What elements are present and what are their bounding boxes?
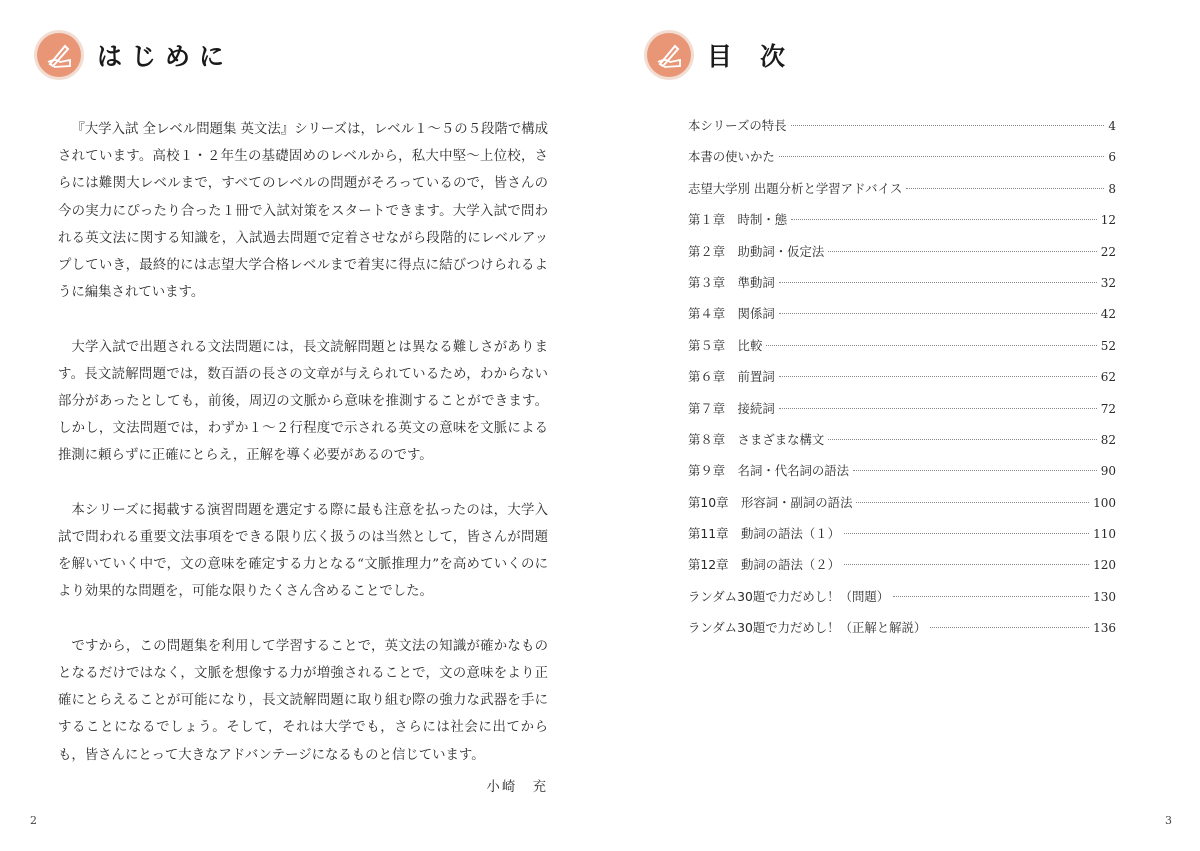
page-number: 2 bbox=[30, 814, 37, 827]
leader-dots bbox=[853, 470, 1097, 471]
leader-dots bbox=[779, 156, 1105, 157]
leader-dots bbox=[766, 345, 1096, 346]
leader-dots bbox=[779, 376, 1097, 377]
toc-entry-title: 本書の使いかた bbox=[688, 149, 775, 165]
toc-entry-title: 本シリーズの特長 bbox=[688, 118, 787, 133]
leader-dots bbox=[844, 533, 1089, 534]
toc-entry[interactable] bbox=[688, 242, 1116, 273]
toc-entry[interactable] bbox=[688, 430, 1116, 461]
toc-entry-page: 136 bbox=[1093, 621, 1116, 636]
leader-dots bbox=[856, 502, 1089, 503]
toc-entry-title: 第１章 時制・態 bbox=[688, 212, 788, 228]
toc-entry-page: 42 bbox=[1100, 307, 1116, 322]
toc-entry-page: 12 bbox=[1100, 213, 1116, 228]
toc-entry-page: 82 bbox=[1100, 432, 1116, 447]
toc-entry-title: 志望大学別 出題分析と学習アドバイス bbox=[688, 180, 903, 196]
toc-entry[interactable] bbox=[688, 493, 1116, 524]
toc-entry[interactable] bbox=[688, 116, 1116, 147]
toc-entry-page: 130 bbox=[1093, 589, 1116, 604]
leader-dots bbox=[791, 125, 1105, 126]
leader-dots bbox=[828, 439, 1096, 440]
toc-entry[interactable] bbox=[688, 273, 1116, 304]
paragraph: 『大学入試 全レベル問題集 英文法』シリーズは，レベル１～５の５段階で構成されています。高校１・２年生の基礎固めのレベルから，私大中堅～上位校，さらには難関大レベルまで，すべてのレベルの問題がそろっているので，皆さんの今の実力にぴったり合った１冊で入試対策をスタートできます。大学入試で問われる英文法に関する知識を，入試過去問題で定着させながら段階的にレベルアップしていき，最終的には志望大学合格レベルまで着実に得点に結びつけられるように編集されています。 bbox=[58, 122, 548, 301]
right-page bbox=[600, 0, 1200, 851]
author-signature: 小崎 充 bbox=[486, 780, 548, 796]
toc-entry-title: 第12章 動詞の語法（２） bbox=[688, 557, 841, 573]
leader-dots bbox=[828, 251, 1096, 252]
table-of-contents bbox=[688, 116, 1116, 650]
leader-dots bbox=[779, 282, 1097, 283]
page-title: 目次 bbox=[707, 42, 814, 71]
toc-entry[interactable] bbox=[688, 210, 1116, 241]
toc-entry-title: ランダム30題で力だめし！（問題） bbox=[688, 588, 890, 604]
toc-entry-title: 第４章 関係詞 bbox=[688, 306, 775, 322]
toc-entry-page: 100 bbox=[1093, 495, 1116, 510]
toc-entry[interactable] bbox=[688, 618, 1116, 649]
toc-entry-page: 62 bbox=[1100, 370, 1116, 385]
toc-entry-page: 72 bbox=[1100, 401, 1116, 416]
toc-entry-title: 第６章 前置詞 bbox=[688, 369, 775, 385]
pen-writing-icon bbox=[37, 33, 81, 77]
toc-entry-page: 32 bbox=[1100, 275, 1116, 290]
leader-dots bbox=[791, 219, 1097, 220]
toc-entry[interactable] bbox=[688, 336, 1116, 367]
toc-entry-page: 4 bbox=[1108, 119, 1116, 133]
toc-entry-title: 第８章 さまざまな構文 bbox=[688, 431, 825, 447]
toc-entry[interactable] bbox=[688, 524, 1116, 555]
toc-entry-page: 52 bbox=[1100, 338, 1116, 353]
paragraph: 大学入試で出題される文法問題には，長文読解問題とは異なる難しさがあります。長文読解問題では，数百語の長さの文章が与えられているため，わからない部分があったとしても，前後，周辺の文脈から意味を推測することができます。しかし，文法問題では，わずか１～２行程度で示される英文の意味を文脈による推測に頼らずに正確にとらえ，正解を導く必要があるのです。 bbox=[58, 339, 548, 464]
intro-body bbox=[58, 116, 548, 801]
toc-entry-title: 第11章 動詞の語法（１） bbox=[688, 526, 841, 542]
toc-entry-page: 22 bbox=[1100, 244, 1116, 259]
toc-entry[interactable] bbox=[688, 399, 1116, 430]
intro-heading bbox=[37, 33, 233, 77]
toc-entry-page: 90 bbox=[1100, 464, 1116, 479]
page-number: 3 bbox=[1165, 814, 1172, 827]
leader-dots bbox=[779, 408, 1097, 409]
leader-dots bbox=[779, 313, 1097, 314]
paragraph: ですから，この問題集を利用して学習することで，英文法の知識が確かなものとなるだけではなく，文脈を想像する力が増強されることで，文の意味をより正確にとらえることが可能になり，長文読解問題に取り組む際の強力な武器を手にすることになるでしょう。そして，それは大学でも，さらには社会に出てからも，皆さんにとって大きなアドバンテージになるものと信じています。 bbox=[58, 638, 548, 763]
leader-dots bbox=[906, 188, 1104, 189]
leader-dots bbox=[893, 596, 1089, 597]
toc-entry-title: 第７章 接続詞 bbox=[688, 400, 775, 416]
toc-entry[interactable] bbox=[688, 587, 1116, 618]
toc-entry-title: 第５章 比較 bbox=[688, 337, 763, 353]
toc-entry-title: 第９章 名詞・代名詞の語法 bbox=[688, 463, 850, 479]
toc-entry[interactable] bbox=[688, 461, 1116, 492]
paragraph: 本シリーズに掲載する演習問題を選定する際に最も注意を払ったのは，大学入試で問われる重要文法事項をできる限り広く扱うのは当然として，皆さんが問題を解いていく中で，文の意味を確定する力となる“文脈推理力”を高めていくのにより効果的な問題を，可能な限りたくさん含めることでした。 bbox=[58, 502, 548, 600]
toc-entry-page: 6 bbox=[1108, 150, 1116, 165]
toc-entry-title: 第２章 助動詞・仮定法 bbox=[688, 243, 825, 259]
leader-dots bbox=[844, 564, 1089, 565]
toc-entry-page: 110 bbox=[1093, 527, 1116, 542]
toc-entry[interactable] bbox=[688, 555, 1116, 586]
toc-entry[interactable] bbox=[688, 179, 1116, 210]
toc-entry[interactable] bbox=[688, 147, 1116, 178]
toc-entry[interactable] bbox=[688, 367, 1116, 398]
leader-dots bbox=[930, 627, 1089, 628]
page-title: はじめに bbox=[97, 42, 234, 71]
toc-entry[interactable] bbox=[688, 304, 1116, 335]
toc-entry-title: 第10章 形容詞・副詞の語法 bbox=[688, 494, 853, 510]
toc-heading bbox=[647, 33, 813, 77]
toc-entry-title: 第３章 準動詞 bbox=[688, 274, 775, 290]
toc-entry-page: 8 bbox=[1108, 181, 1116, 196]
toc-entry-title: ランダム30題で力だめし！（正解と解説） bbox=[688, 620, 927, 636]
toc-entry-page: 120 bbox=[1093, 558, 1116, 573]
pen-writing-icon bbox=[647, 33, 691, 77]
